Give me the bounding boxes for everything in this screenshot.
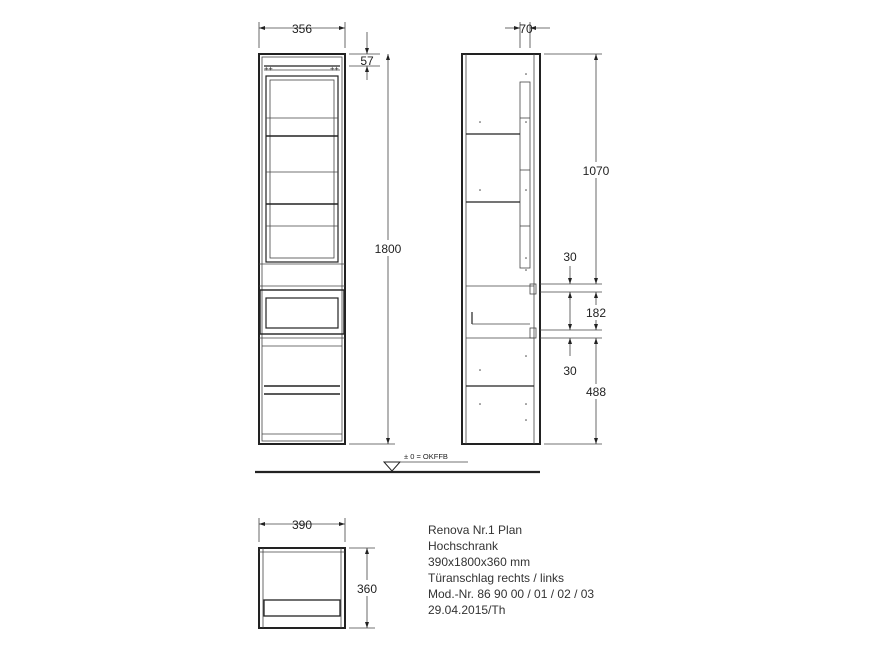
svg-text:++: ++ [330, 64, 339, 73]
side-lower-height-label: 488 [585, 385, 607, 399]
front-top-offset-label: 57 [360, 54, 374, 68]
top-width-label: 390 [291, 518, 313, 532]
info-door-hinge: Türanschlag rechts / links [428, 571, 565, 585]
side-gap-lower-label: 30 [563, 364, 577, 378]
front-width-label: 356 [291, 22, 313, 36]
floor-label: ± 0 = OKFFB [404, 452, 448, 461]
glass-door [266, 76, 338, 262]
info-product-type: Hochschrank [428, 539, 499, 553]
info-model-numbers: Mod.-Nr. 86 90 00 / 01 / 02 / 03 [428, 587, 595, 601]
side-upper-height-label: 1070 [582, 164, 610, 178]
svg-text:++: ++ [264, 64, 273, 73]
front-height-label: 1800 [374, 242, 402, 256]
info-product-name: Renova Nr.1 Plan [428, 523, 523, 537]
front-drawer [260, 290, 344, 334]
side-depth-label: 70 [519, 22, 533, 36]
top-depth-label: 360 [356, 582, 378, 596]
floor-reference [255, 452, 540, 472]
top-view [259, 518, 382, 628]
info-dimensions: 390x1800x360 mm [428, 555, 531, 569]
floor-level-icon [384, 462, 400, 471]
front-view [259, 22, 404, 444]
side-gap-upper-label: 30 [563, 250, 577, 264]
info-block [428, 523, 594, 617]
side-drawer-height-label: 182 [585, 306, 607, 320]
side-view [462, 22, 614, 444]
info-date: 29.04.2015/Th [428, 603, 506, 617]
